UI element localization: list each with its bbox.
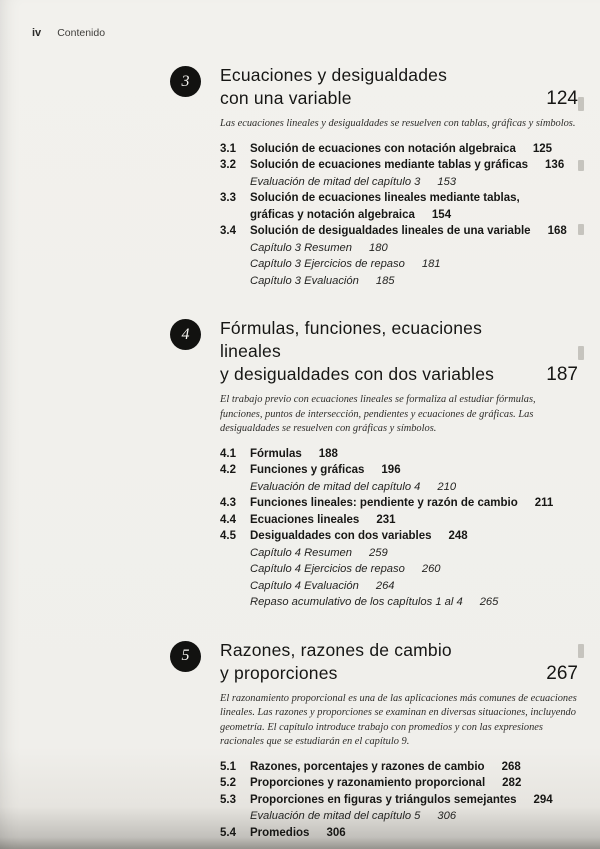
section-number: 4.5 (220, 530, 236, 542)
section-label: Funciones lineales: pendiente y razón de cambio (250, 497, 518, 509)
subentry-page: 153 (437, 175, 457, 188)
chapter-page-number: 124 (546, 88, 578, 109)
section-number: 5.3 (220, 793, 236, 806)
toc-entry (220, 792, 578, 809)
section-number: 3.4 (220, 225, 236, 237)
section-page: 125 (532, 142, 553, 155)
chapter-description: El trabajo previo con ecuaciones lineales se formaliza al estudiar fórmulas, funciones, puntos de intersección, pendientes y ecuaciones de gráficas. Las desigualdades se resuelven con gráficas y símbolos. (220, 394, 536, 434)
subentry-label: Capítulo 4 Resumen (250, 546, 352, 559)
section-number: 5.1 (220, 760, 236, 773)
section-page: 306 (326, 826, 346, 839)
subentry-page: 265 (479, 596, 499, 608)
chapter-content (220, 317, 578, 611)
section-number: 4.4 (220, 513, 236, 526)
toc-entry (220, 528, 578, 545)
chapter-page-number: 187 (546, 364, 578, 385)
toc-entry (220, 190, 578, 223)
toc-entry (220, 462, 578, 479)
toc-subentry (220, 256, 578, 273)
section-label: Fórmulas (250, 447, 302, 460)
toc-subentry (220, 545, 578, 562)
section-page: 196 (381, 464, 401, 476)
chapter-content (220, 64, 578, 289)
section-number: 4.1 (220, 447, 236, 460)
section-page: 136 (545, 159, 565, 171)
section-label: Promedios (250, 826, 310, 839)
section-label: Solución de ecuaciones mediante tablas y gráficas (250, 159, 529, 171)
section-number: 4.3 (220, 497, 236, 509)
section-page: 282 (502, 777, 522, 789)
chapter-title: Fórmulas, funciones, ecuaciones lineales y desigualdades con dos variables (220, 318, 495, 384)
section-label: Funciones y gráficas (250, 464, 365, 476)
subentry-label: Repaso acumulativo de los capítulos 1 al 4 (250, 596, 463, 608)
page-header (32, 27, 105, 39)
chapter-title: Razones, razones de cambio y proporciones (220, 639, 452, 683)
toc-entry (220, 223, 578, 240)
chapter-title-row (220, 639, 578, 685)
chapter-badge-column (170, 64, 220, 289)
toc-entry (220, 157, 578, 174)
chapter-number: 3 (181, 72, 190, 90)
section-label: Solución de ecuaciones con notación algebraica (250, 142, 516, 155)
chapter-number-badge (170, 641, 201, 672)
toc-entry (220, 512, 578, 529)
chapter-entries (220, 446, 578, 611)
section-label: Proporciones y razonamiento proporcional (250, 777, 486, 789)
subentry-page: 260 (421, 563, 441, 575)
chapter-badge-column (170, 639, 220, 842)
toc-subentry (220, 273, 578, 290)
toc-entry (220, 141, 578, 158)
subentry-label: Capítulo 3 Ejercicios de repaso (250, 258, 405, 270)
section-label: Ecuaciones lineales (250, 513, 360, 526)
section-page: 294 (533, 793, 553, 806)
chapter-entries (220, 759, 578, 842)
chapter-number-badge (170, 66, 201, 97)
section-label: Proporciones en figuras y triángulos semejantes (250, 793, 517, 806)
section-page: 154 (431, 208, 452, 221)
chapter-number: 5 (181, 647, 190, 664)
chapter-description: El razonamiento proporcional es una de las aplicaciones más comunes de ecuaciones lineales. Las razones y proporciones se examinan en diversas situaciones, incluyendo geometría. El capítulo introduce trabajo con promedios y con las expresiones racionales que se estudiarán en el capítulo 9. (220, 692, 577, 747)
chapter-entries (220, 141, 578, 290)
chapter-content (220, 639, 578, 842)
section-number: 3.2 (220, 159, 236, 171)
toc-subentry (220, 594, 578, 611)
section-page: 188 (318, 447, 338, 460)
section-page: 268 (501, 760, 521, 773)
toc-entry (220, 825, 578, 842)
section-number: 3.1 (220, 142, 236, 155)
chapter-title-row (220, 64, 578, 110)
toc-subentry (220, 174, 578, 191)
table-of-contents (0, 56, 600, 841)
toc-subentry (220, 561, 578, 578)
subentry-label: Capítulo 4 Evaluación (250, 579, 359, 592)
subentry-page: 306 (437, 810, 457, 822)
subentry-page: 185 (375, 274, 395, 287)
folio-number: iv (32, 27, 42, 39)
toc-entry (220, 775, 578, 792)
chapter-badge-column (170, 317, 220, 611)
section-label: Solución de ecuaciones lineales mediante tablas, gráficas y notación algebraica (250, 192, 520, 221)
section-page: 168 (547, 225, 567, 237)
chapter-description: Las ecuaciones lineales y desigualdades se resuelven con tablas, gráficas y símbolos. (220, 118, 576, 129)
toc-subentry (220, 240, 578, 257)
subentry-page: 181 (421, 258, 441, 270)
chapter-4-block (170, 317, 578, 611)
toc-subentry (220, 578, 578, 595)
section-page: 231 (376, 513, 396, 526)
chapter-3-block (170, 64, 578, 289)
chapter-page-number: 267 (546, 662, 578, 684)
chapter-number: 4 (181, 325, 190, 343)
section-page: 211 (534, 497, 554, 509)
toc-entry (220, 759, 578, 776)
subentry-label: Evaluación de mitad del capítulo 5 (250, 810, 421, 822)
subentry-page: 210 (437, 480, 457, 493)
chapter-title: Ecuaciones y desigualdades con una variable (220, 65, 448, 108)
subentry-page: 259 (369, 546, 388, 559)
toc-entry (220, 495, 578, 512)
subentry-label: Evaluación de mitad del capítulo 4 (250, 480, 421, 493)
subentry-page: 264 (375, 579, 395, 592)
section-label: Solución de desigualdades lineales de una variable (250, 225, 531, 237)
subentry-label: Evaluación de mitad del capítulo 3 (250, 175, 421, 188)
subentry-label: Capítulo 3 Evaluación (250, 274, 359, 287)
chapter-number-badge (170, 319, 201, 350)
section-number: 5.4 (220, 826, 236, 839)
toc-subentry (220, 808, 578, 825)
subentry-label: Capítulo 4 Ejercicios de repaso (250, 563, 405, 575)
section-number: 5.2 (220, 777, 236, 789)
toc-subentry (220, 479, 578, 496)
section-number: 4.2 (220, 464, 236, 476)
section-label: Razones, porcentajes y razones de cambio (250, 760, 485, 773)
section-number: 3.3 (220, 192, 236, 204)
chapter-title-row (220, 317, 578, 386)
toc-entry (220, 446, 578, 463)
section-page: 248 (448, 530, 468, 542)
chapter-5-block (170, 639, 578, 842)
subentry-page: 180 (369, 241, 388, 254)
section-label: Desigualdades con dos variables (250, 530, 432, 542)
running-head: Contenido (57, 27, 106, 39)
subentry-label: Capítulo 3 Resumen (250, 241, 352, 254)
